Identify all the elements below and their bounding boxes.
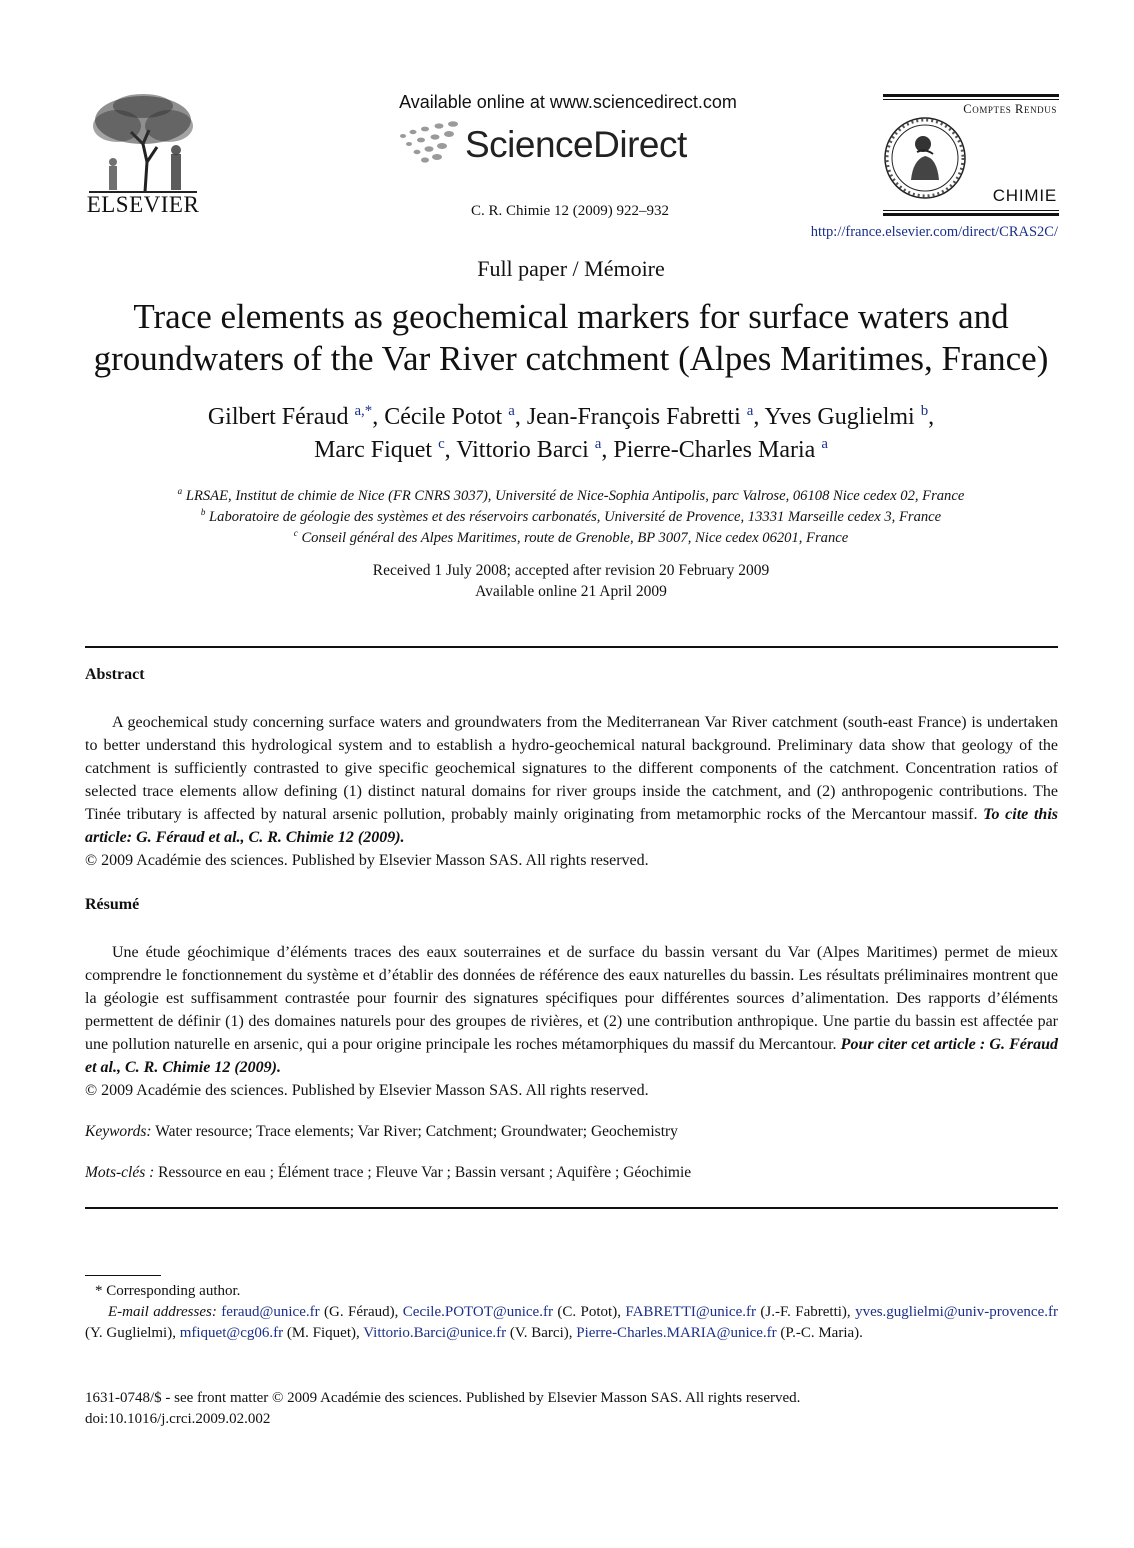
email-addresses: E-mail addresses: feraud@unice.fr (G. Féraud), Cecile.POTOT@unice.fr (C. Potot), FABRETTI@unice.fr (J.-F. Fabretti), yves.guglielmi@univ-provence.fr (Y. Guglielmi), mfiquet@cg06.fr (M. Fiquet), Vittorio.Barci@unice.fr (V. Barci), Pierre-Charles.MARIA@unice.fr (P.-C. Maria). (85, 1304, 1058, 1341)
email-label: E-mail addresses: (108, 1304, 217, 1320)
platform-name: ScienceDirect (465, 124, 687, 165)
author-line-2: Marc Fiquet $^c$, Vittorio Barci $^a$, Pierre-Charles Maria $^a$ (314, 436, 828, 463)
divider (85, 1207, 1058, 1209)
abstract-text: A geochemical study concerning surface waters and groundwaters from the Mediterranean Var River catchment (south-east France) is undertaken to better understand this hydrological system and to establish a hydro-geochemical natural background. Preliminary data show that geology of the catchment is sufficiently contrasted to give specific geochemical signatures to the different components of the catchment. Concentration ratios of selected trace elements allow defining (1) distinct natural domains for river groups inside the catchment, and (2) anthropogenic contributions. The Tinée tributary is affected by natural arsenic pollution, probably mainly originating from metamorphic rocks of the Mercantour massif. (85, 714, 1058, 823)
footnote-rule (85, 1275, 161, 1276)
elsevier-logo (84, 92, 202, 222)
mots-cles (85, 1164, 1058, 1182)
author-name: Cécile Potot (384, 404, 503, 430)
article-title (40, 296, 1102, 380)
author-affiliation-mark[interactable]: c (438, 436, 445, 452)
footnotes (85, 1281, 1058, 1344)
journal-reference: C. R. Chimie 12 (2009) 922–932 (471, 203, 669, 219)
email-link[interactable]: FABRETTI@unice.fr (625, 1304, 756, 1320)
article-dates (40, 560, 1102, 602)
email-link[interactable]: Pierre-Charles.MARIA@unice.fr (576, 1325, 777, 1341)
author-affiliation-mark[interactable]: a (821, 436, 828, 452)
title-line-1: Trace elements as geochemical markers for surface waters and (133, 297, 1009, 336)
resume-copyright: © 2009 Académie des sciences. Published by Elsevier Masson SAS. All rights reserved. (85, 1082, 649, 1099)
journal-url-link[interactable]: http://france.elsevier.com/direct/CRAS2C/ (810, 224, 1058, 240)
sciencedirect-logo (395, 120, 695, 172)
email-link[interactable]: Vittorio.Barci@unice.fr (363, 1325, 507, 1341)
resume-citation: Pour citer cet article : G. Féraud et al., C. R. Chimie 12 (2009). (85, 1036, 1058, 1076)
doi-line: doi:10.1016/j.crci.2009.02.002 (85, 1411, 271, 1427)
email-link[interactable]: feraud@unice.fr (221, 1304, 320, 1320)
author-affiliation-mark[interactable]: b (920, 403, 929, 419)
sciencedirect-dots-icon (395, 120, 465, 170)
author-name: Gilbert Féraud (207, 404, 349, 430)
issn-line: 1631-0748/$ - see front matter © 2009 Académie des sciences. Published by Elsevier Masson SAS. All rights reserved. (85, 1390, 801, 1406)
abstract-citation: To cite this article: G. Féraud et al., C. R. Chimie 12 (2009). (85, 806, 1058, 846)
abstract-body (85, 711, 1058, 872)
publisher-name: ELSEVIER (86, 192, 200, 217)
author-name: Vittorio Barci (456, 437, 589, 463)
mots-cles-label: Mots-clés : (85, 1164, 155, 1181)
author-affiliation-mark[interactable]: a,* (354, 403, 373, 419)
academy-seal-icon (883, 108, 967, 208)
online-date: Available online 21 April 2009 (475, 583, 667, 600)
journal-logo-top: Comptes Rendus (963, 102, 1057, 116)
author-name: Pierre-Charles Maria (613, 437, 816, 463)
front-matter (85, 1388, 1058, 1430)
received-date: Received 1 July 2008; accepted after revision 20 February 2009 (372, 562, 770, 579)
email-link[interactable]: yves.guglielmi@univ-provence.fr (855, 1304, 1058, 1320)
affiliation-b: $^b$ Laboratoire de géologie des systèmes et des réservoirs carbonatés, Université de Provence, 13331 Marseille cedex 3, France (200, 507, 942, 525)
author-name: Yves Guglielmi (764, 404, 915, 430)
author-name: Marc Fiquet (314, 437, 433, 463)
comptes-rendus-logo (883, 94, 1059, 218)
divider (85, 646, 1058, 648)
author-name: Jean-François Fabretti (526, 404, 741, 430)
author-line-1: Gilbert Féraud $^{a,*}$, Cécile Potot $^a$, Jean-François Fabretti $^a$, Yves Guglielmi $^b$, (207, 403, 935, 430)
email-link[interactable]: mfiquet@cg06.fr (179, 1325, 284, 1341)
journal-logo-bottom: CHIMIE (992, 186, 1057, 205)
affiliations (40, 486, 1102, 549)
resume-heading: Résumé (85, 896, 140, 913)
corresponding-author-note: * Corresponding author. (95, 1283, 241, 1299)
resume-body (85, 941, 1058, 1102)
abstract-heading: Abstract (85, 666, 145, 683)
affiliation-c: $^c$ Conseil général des Alpes Maritimes, route de Grenoble, BP 3007, Nice cedex 06201, France (293, 528, 849, 546)
title-line-2: groundwaters of the Var River catchment (Alpes Maritimes, France) (93, 339, 1049, 378)
abstract-copyright: © 2009 Académie des sciences. Published by Elsevier Masson SAS. All rights reserved. (85, 852, 649, 869)
available-online: Available online at www.sciencedirect.com (399, 92, 737, 112)
email-link[interactable]: Cecile.POTOT@unice.fr (402, 1304, 553, 1320)
author-affiliation-mark[interactable]: a (746, 403, 754, 419)
elsevier-tree-icon (87, 92, 199, 194)
affiliation-a: $^a$ LRSAE, Institut de chimie de Nice (FR CNRS 3037), Université de Nice-Sophia Antipolis, parc Valrose, 06108 Nice cedex 02, France (177, 486, 965, 504)
article-type: Full paper / Mémoire (477, 256, 665, 281)
resume-text: Une étude géochimique d’éléments traces des eaux souterraines et de surface du bassin versant du Var (Alpes Maritimes) permet de mieux comprendre le fonctionnement du système et d’établir des données de référence des eaux naturelles du bassin. Les résultats préliminaires montrent que la géologie est suffisamment contrastée pour fournir des signatures spécifiques pour différentes sources d’alimentation. Des rapports d’éléments permettent de définir (1) des domaines naturels pour des groupes de rivières, et (2) une contribution anthropique. Une partie du bassin est affectée par une pollution naturelle en arsenic, qui a pour origine principale les roches métamorphiques du massif du Mercantour. (85, 944, 1058, 1053)
mots-cles-text: Ressource en eau ; Élément trace ; Fleuve Var ; Bassin versant ; Aquifère ; Géochimie (158, 1164, 692, 1181)
author-affiliation-mark[interactable]: a (594, 436, 602, 452)
keywords-text: Water resource; Trace elements; Var River; Catchment; Groundwater; Geochemistry (155, 1123, 678, 1140)
author-list (40, 401, 1102, 467)
author-affiliation-mark[interactable]: a (508, 403, 515, 419)
keywords (85, 1123, 1058, 1141)
keywords-label: Keywords: (85, 1123, 152, 1140)
